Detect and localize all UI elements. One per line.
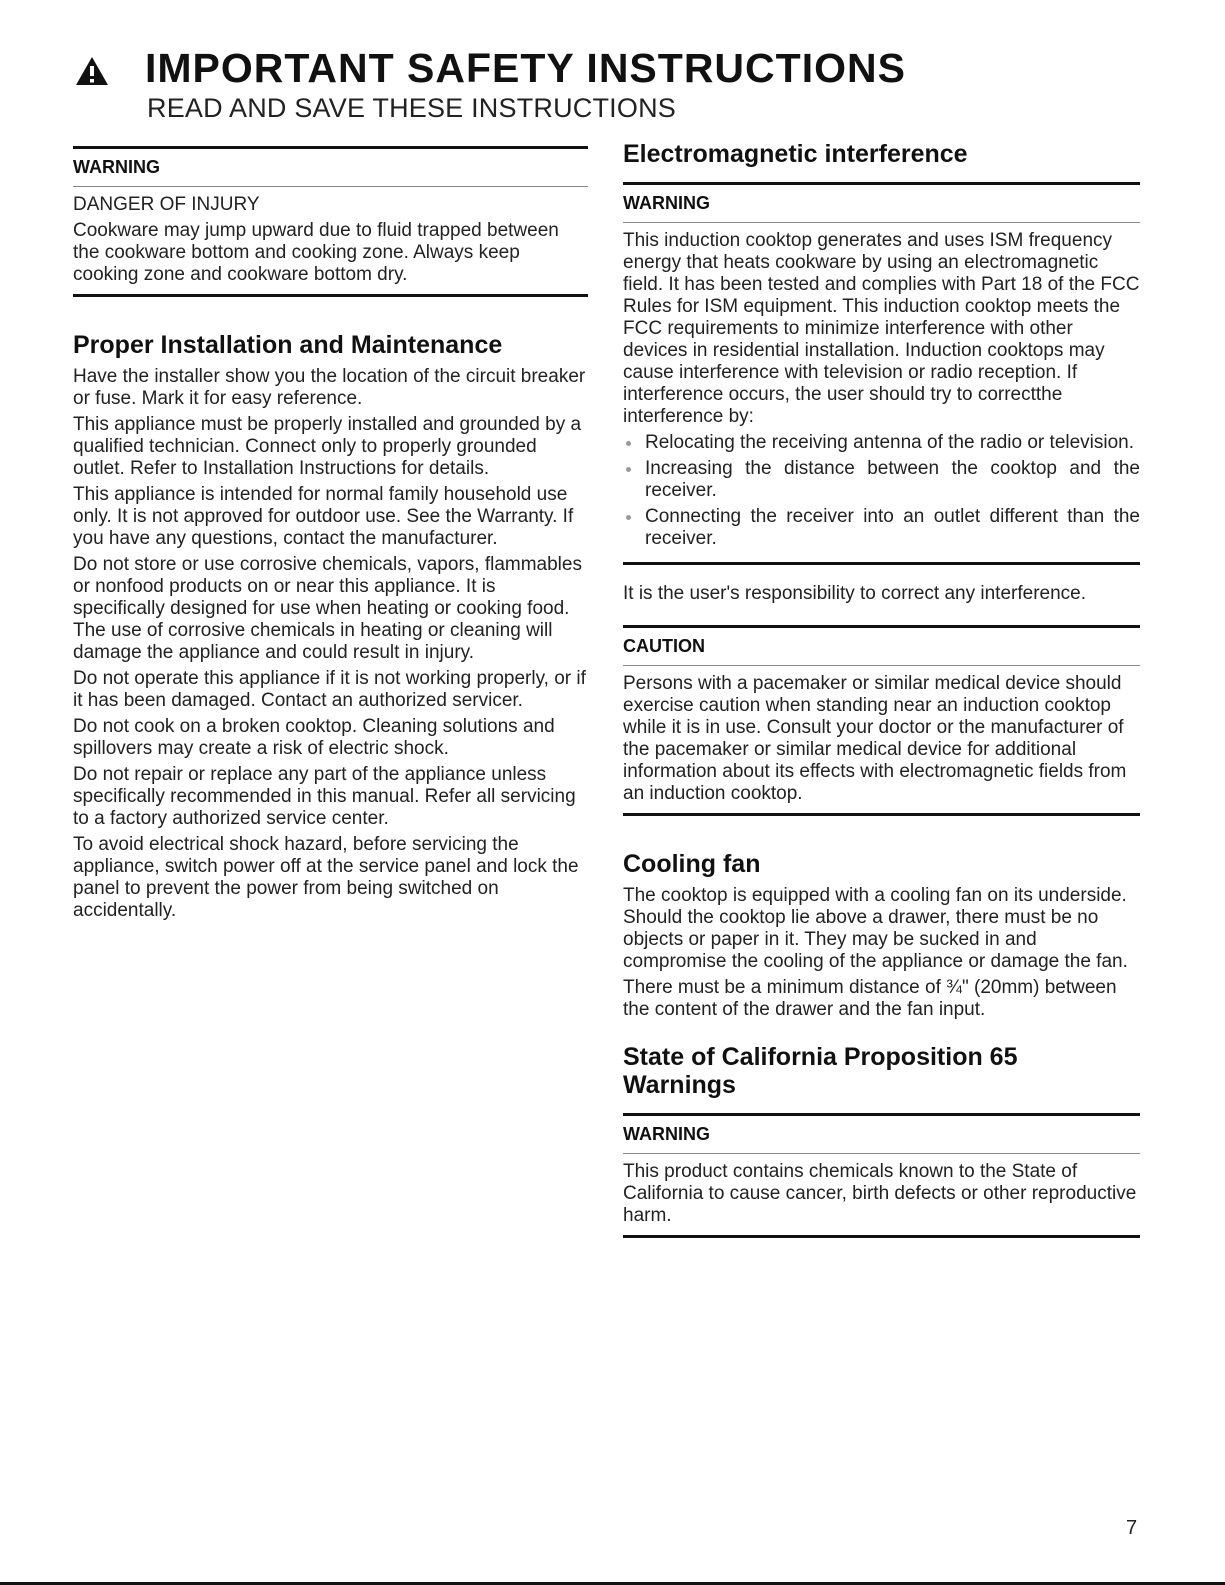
installation-paragraph: To avoid electrical shock hazard, before servicing the appliance, switch power off at the service panel and lock the panel to prevent the power from being switched on accidentally. (73, 834, 579, 921)
emi-responsibility: It is the user's responsibility to correct any interference. (623, 583, 1086, 604)
emi-bullet-list (623, 432, 1140, 550)
bullet-text: Relocating the receiving antenna of the radio or television. (645, 432, 1135, 453)
installation-heading: Proper Installation and Maintenance (73, 331, 503, 359)
left-column (73, 132, 588, 926)
warning-box-injury (73, 146, 588, 297)
page-number: 7 (1126, 1517, 1138, 1539)
caution-box (623, 625, 1140, 816)
caution-body (623, 666, 1140, 813)
prop65-section (623, 1043, 1140, 1238)
bullet-icon (626, 441, 631, 446)
prop65-heading-line2: Warnings (623, 1071, 736, 1099)
warning-label: WARNING (623, 1116, 1140, 1154)
title-row (75, 45, 1155, 91)
warning-line-danger: DANGER OF INJURY (73, 194, 260, 215)
warning-label: WARNING (623, 185, 1140, 223)
page-title: IMPORTANT SAFETY INSTRUCTIONS (145, 45, 906, 91)
warning-box-body (73, 187, 588, 294)
warning-label: WARNING (73, 149, 588, 187)
warning-box-emi (623, 182, 1140, 565)
list-item (623, 458, 1140, 502)
bullet-text: Increasing the distance between the cooktop and the receiver. (645, 458, 1140, 501)
bullet-icon (626, 515, 631, 520)
installation-paragraph: Have the installer show you the location of the circuit breaker or fuse. Mark it for easy reference. (73, 366, 586, 409)
page-header (75, 45, 1155, 123)
emi-heading: Electromagnetic interference (623, 140, 968, 168)
cooling-fan-paragraph: There must be a minimum distance of ¾" (20mm) between the content of the drawer and the fan input. (623, 977, 1117, 1020)
prop65-heading (623, 1043, 1140, 1099)
warning-triangle-icon (75, 56, 109, 86)
installation-paragraph: Do not repair or replace any part of the appliance unless specifically recommended in this manual. Refer all servicing to a factory authorized service center. (73, 764, 576, 829)
caution-label: CAUTION (623, 628, 1140, 666)
prop65-text: This product contains chemicals known to the State of California to cause cancer, birth defects or other reproductive harm. (623, 1161, 1137, 1226)
warning-box-prop65 (623, 1113, 1140, 1238)
cooling-fan-paragraph: The cooktop is equipped with a cooling fan on its underside. Should the cooktop lie above a drawer, there must be no objects or paper in it. They may be sucked in and compromise the cooling of the appliance or damage the fan. (623, 885, 1128, 972)
installation-paragraph: This appliance must be properly installed and grounded by a qualified technician. Connect only to properly grounded outlet. Refer to Installation Instructions for details. (73, 414, 582, 479)
cooling-fan-heading: Cooling fan (623, 850, 761, 878)
installation-paragraph: This appliance is intended for normal family household use only. It is not approved for outdoor use. See the Warranty. If you have any questions, contact the manufacturer. (73, 484, 574, 549)
installation-paragraph: Do not operate this appliance if it is not working properly, or if it has been damaged. Contact an authorized servicer. (73, 668, 586, 711)
page-subtitle: READ AND SAVE THESE INSTRUCTIONS (147, 93, 676, 123)
right-column (623, 132, 1140, 1238)
bullet-icon (626, 467, 631, 472)
installation-paragraph: Do not store or use corrosive chemicals, vapors, flammables or nonfood products on or near this appliance. It is specifically designed for use when heating or cooking food. The use of corrosive chemicals in heating or cleaning will damage the appliance and could result in injury. (73, 554, 582, 663)
installation-section (73, 331, 588, 922)
list-item (623, 432, 1140, 454)
cooling-fan-section (623, 850, 1140, 1021)
caution-text: Persons with a pacemaker or similar medical device should exercise caution when standing near an induction cooktop while it is in use. Consult your doctor or the manufacturer of the pacemaker or similar medical device for additional information about its effects with electromagnetic fields from an induction cooktop. (623, 673, 1127, 804)
emi-body (623, 223, 1140, 562)
prop65-heading-line1: State of California Proposition 65 (623, 1043, 1018, 1071)
bullet-text: Connecting the receiver into an outlet different than the receiver. (645, 506, 1140, 549)
installation-paragraph: Do not cook on a broken cooktop. Cleaning solutions and spillovers may create a risk of electric shock. (73, 716, 555, 759)
warning-line-cookware: Cookware may jump upward due to fluid trapped between the cookware bottom and cooking zone. Always keep cooking zone and cookware bottom dry. (73, 220, 559, 285)
list-item (623, 506, 1140, 550)
emi-text: This induction cooktop generates and uses ISM frequency energy that heats cookware by using an electromagnetic field. It has been tested and complies with Part 18 of the FCC Rules for ISM equipment. This induction cooktop meets the FCC requirements to minimize interference with other devices in residential installation. Induction cooktops may cause interference with television or radio reception. If interference occurs, the user should try to correctthe interference by: (623, 230, 1140, 427)
prop65-body (623, 1154, 1140, 1235)
